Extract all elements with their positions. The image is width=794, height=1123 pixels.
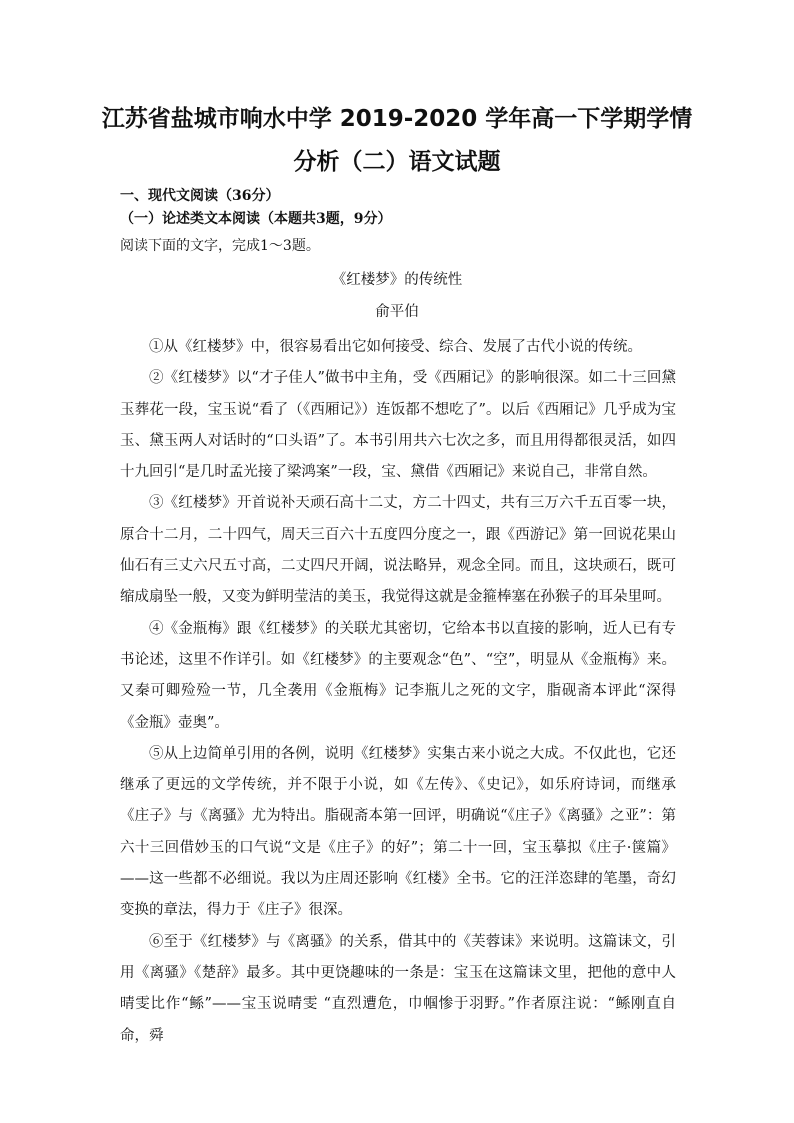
paragraph-2: ②《红楼梦》以“才子佳人”做书中主角，受《西厢记》的影响很深。如二十三回黛玉葬花一段，宝玉说“看了（《西厢记》）连饭都不想吃了”。以后《西厢记》几乎成为宝玉、黛玉两人对话时的“口头语”了。本书引用共六七次之多，而且用得都很灵活，如四十九回引“是几时孟光接了梁鸿案”一段，宝、黛借《西厢记》来说自己，非常自然。 bbox=[120, 370, 676, 481]
paragraph-3: ③《红楼梦》开首说补天顽石高十二丈，方二十四丈，共有三万六千五百零一块，原合十二月，二十四气，周天三百六十五度四分度之一，跟《西游记》第一回说花果山仙石有三丈六尺五寸高，二丈四尺开阔，说法略异，观念全同。而且，这块顽石，既可缩成扇坠一般，又变为鲜明莹洁的美玉，我觉得这就是金箍棒塞在孙猴子的耳朵里呵。 bbox=[120, 495, 676, 606]
paragraph-5: ⑤从上边简单引用的各例，说明《红楼梦》实集古来小说之大成。不仅此也，它还继承了更远的文学传统，并不限于小说，如《左传》、《史记》，如乐府诗词，而继承《庄子》与《离骚》尤为特出。脂砚斋本第一回评，明确说“《庄子》《离骚》之亚”：第六十三回借妙玉的口气说“文是《庄子》的好”；第二十一回，宝玉摹拟《庄子·箧篇》——这一些都不必细说。我以为庄周还影响《红楼》全书。它的汪洋恣肆的笔墨，奇幻变换的章法，得力于《庄子》很深。 bbox=[120, 745, 676, 919]
article-body bbox=[120, 332, 676, 1052]
article-author: 俞平伯 bbox=[375, 304, 419, 320]
paragraph-4: ④《金瓶梅》跟《红楼梦》的关联尤其密切，它给本书以直接的影响，近人已有专书论述，这里不作详引。如《红楼梦》的主要观念“色”、“空”，明显从《金瓶梅》来。又秦可卿殓殓一节，几全袭用《金瓶梅》记李瓶儿之死的文字，脂砚斋本评此“深得《金瓶》壶奥”。 bbox=[120, 620, 676, 731]
document-title-line-1: 江苏省盐城市响水中学 2019-2020 学年高一下学期学情 bbox=[101, 106, 693, 132]
section-heading: 一、现代文阅读（36分） bbox=[120, 188, 280, 204]
reading-instruction: 阅读下面的文字，完成1～3题。 bbox=[120, 238, 320, 254]
paragraph-6: ⑥至于《红楼梦》与《离骚》的关系，借其中的《芙蓉诔》来说明。这篇诔文，引用《离骚》《楚辞》最多。其中更饶趣味的一条是：宝玉在这篇诔文里，把他的意中人晴雯比作“鲧”——宝玉说晴雯 “直烈遭危，巾帼惨于羽野。”作者原注说：“鲧刚直自命，舜 bbox=[120, 933, 676, 1044]
document-title-line-2: 分析（二）语文试题 bbox=[293, 149, 501, 175]
subsection-heading: （一）论述类文本阅读（本题共3题，9分） bbox=[120, 211, 392, 227]
article-title: 《红楼梦》的传统性 bbox=[331, 272, 463, 288]
paragraph-1: ①从《红楼梦》中，很容易看出它如何接受、综合、发展了古代小说的传统。 bbox=[149, 339, 642, 355]
